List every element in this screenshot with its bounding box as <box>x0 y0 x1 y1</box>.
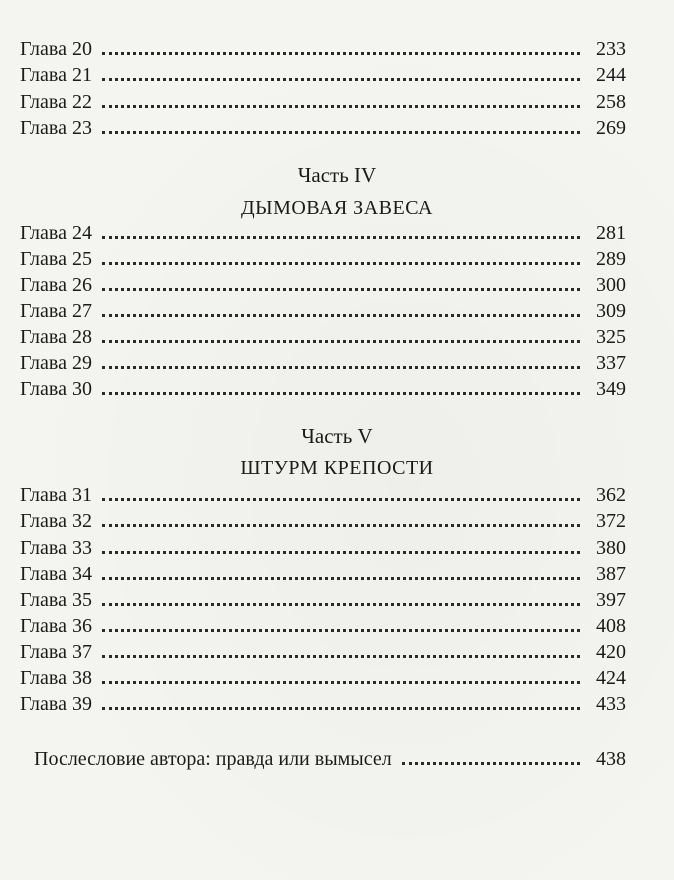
dot-leader <box>102 655 580 658</box>
dot-leader <box>102 262 580 265</box>
page-number: 424 <box>596 667 626 689</box>
page-number: 420 <box>596 641 626 663</box>
page-number: 372 <box>596 510 626 532</box>
dot-leader <box>102 392 580 395</box>
page-number: 387 <box>596 563 626 585</box>
chapter-label: Глава 22 <box>20 91 92 113</box>
dot-leader <box>102 629 580 632</box>
dot-leader <box>102 52 580 55</box>
chapter-label: Глава 32 <box>20 510 92 532</box>
toc-entry <box>20 114 626 142</box>
dot-leader <box>102 131 580 134</box>
toc-entry <box>20 690 626 718</box>
toc-entry-afterword <box>34 745 626 773</box>
page-number: 325 <box>596 326 626 348</box>
page-number: 269 <box>596 117 626 139</box>
toc-entry <box>20 35 626 63</box>
toc-entry <box>20 664 626 692</box>
toc-entry <box>20 88 626 116</box>
chapter-label: Глава 33 <box>20 537 92 559</box>
page-number: 300 <box>596 274 626 296</box>
chapter-label: Глава 38 <box>20 667 92 689</box>
dot-leader <box>102 105 580 108</box>
toc-entry <box>20 560 626 588</box>
page-number: 438 <box>596 748 626 770</box>
chapter-label: Глава 20 <box>20 38 92 60</box>
toc-entry <box>20 507 626 535</box>
dot-leader <box>102 78 580 81</box>
chapter-label: Глава 28 <box>20 326 92 348</box>
dot-leader <box>402 762 580 765</box>
chapter-label: Глава 39 <box>20 693 92 715</box>
part-heading: Часть IV <box>297 163 377 187</box>
dot-leader <box>102 681 580 684</box>
chapter-label: Глава 36 <box>20 615 92 637</box>
page-number: 362 <box>596 484 626 506</box>
afterword-label: Послесловие автора: правда или вымысел <box>34 748 392 770</box>
toc-entry <box>20 271 626 299</box>
chapter-label: Глава 26 <box>20 274 92 296</box>
dot-leader <box>102 340 580 343</box>
dot-leader <box>102 707 580 710</box>
toc-entry <box>20 323 626 351</box>
part-heading: Часть V <box>301 424 373 448</box>
chapter-label: Глава 37 <box>20 641 92 663</box>
toc-entry <box>20 481 626 509</box>
page-number: 433 <box>596 693 626 715</box>
page-number: 380 <box>596 537 626 559</box>
dot-leader <box>102 498 580 501</box>
page-number: 337 <box>596 352 626 374</box>
chapter-label: Глава 23 <box>20 117 92 139</box>
part-title: ДЫМОВАЯ ЗАВЕСА <box>241 197 433 219</box>
dot-leader <box>102 603 580 606</box>
page-number: 309 <box>596 300 626 322</box>
chapter-label: Глава 30 <box>20 378 92 400</box>
chapter-label: Глава 34 <box>20 563 92 585</box>
toc-entry <box>20 638 626 666</box>
page-number: 244 <box>596 64 626 86</box>
toc-entry <box>20 534 626 562</box>
toc-entry <box>20 612 626 640</box>
chapter-label: Глава 24 <box>20 222 92 244</box>
chapter-label: Глава 25 <box>20 248 92 270</box>
page-number: 233 <box>596 38 626 60</box>
page-number: 258 <box>596 91 626 113</box>
toc-entry <box>20 349 626 377</box>
page-number: 408 <box>596 615 626 637</box>
toc-entry <box>20 61 626 89</box>
dot-leader <box>102 236 580 239</box>
page-number: 349 <box>596 378 626 400</box>
toc-entry <box>20 375 626 403</box>
dot-leader <box>102 366 580 369</box>
toc-entry <box>20 245 626 273</box>
toc-entry <box>20 586 626 614</box>
page-number: 289 <box>596 248 626 270</box>
page-number: 281 <box>596 222 626 244</box>
toc-entry <box>20 297 626 325</box>
page-number: 397 <box>596 589 626 611</box>
toc-entry <box>20 219 626 247</box>
chapter-label: Глава 21 <box>20 64 92 86</box>
part-title: ШТУРМ КРЕПОСТИ <box>240 457 434 479</box>
chapter-label: Глава 35 <box>20 589 92 611</box>
dot-leader <box>102 288 580 291</box>
dot-leader <box>102 314 580 317</box>
dot-leader <box>102 524 580 527</box>
dot-leader <box>102 551 580 554</box>
dot-leader <box>102 577 580 580</box>
chapter-label: Глава 29 <box>20 352 92 374</box>
chapter-label: Глава 31 <box>20 484 92 506</box>
chapter-label: Глава 27 <box>20 300 92 322</box>
